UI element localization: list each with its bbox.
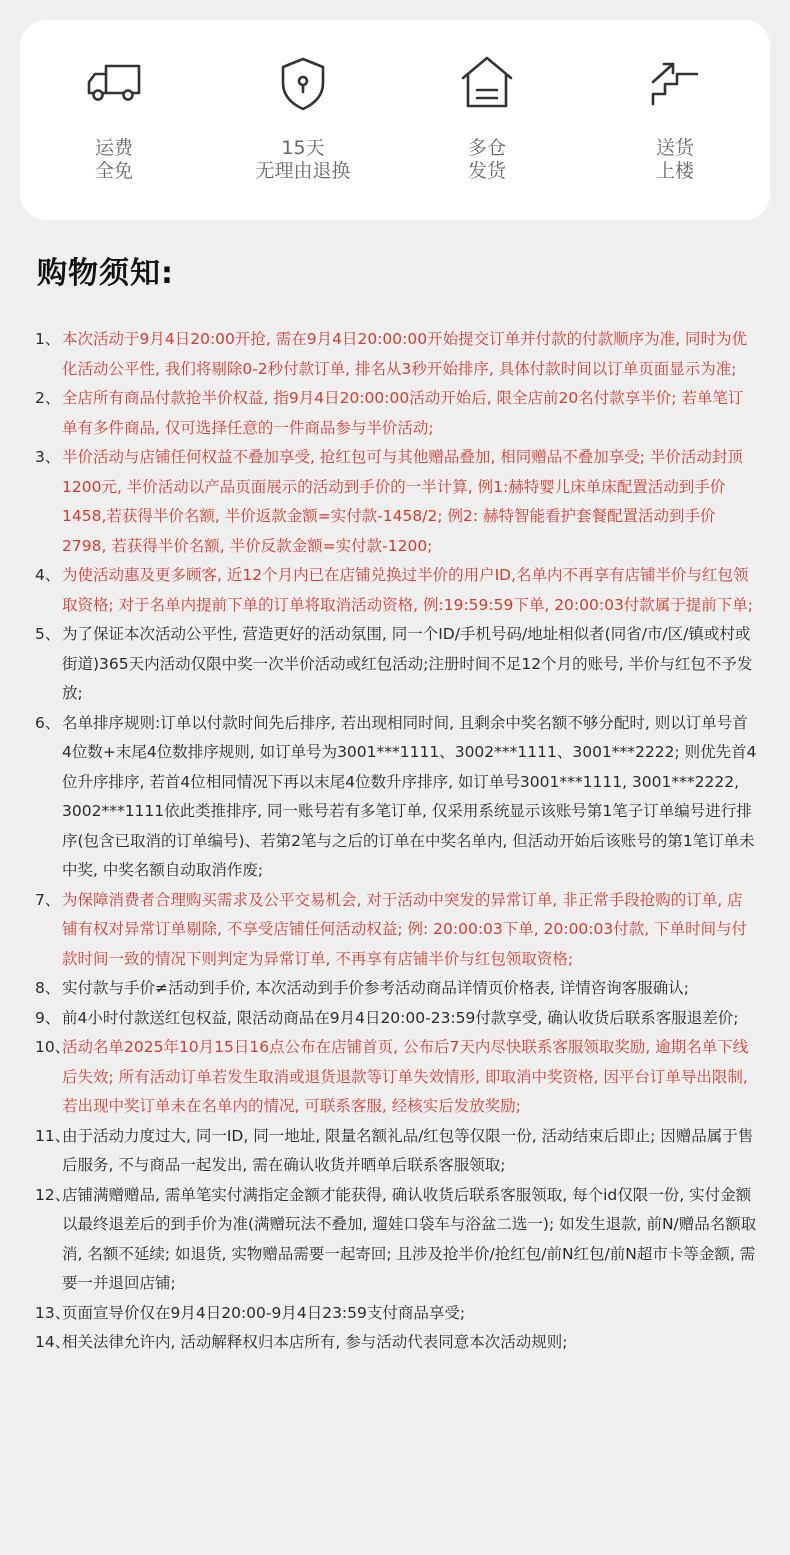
rule-text: 半价活动与店铺任何权益不叠加享受, 抢红包可与其他赠品叠加, 相同赠品不叠加享受; 半价活动封顶1200元, 半价活动以产品页面展示的活动到手价的一半计算, 例1:赫特婴儿床单床配置活动到手价1458,若获得半价名额, 半价返款金额=实付款-1458/2; 例2: 赫特智能看护套餐配置活动到手价2798, 若获得半价名额, 半价反款金额=实付款-1200; (62, 448, 743, 555)
rule-text: 名单排序规则:订单以付款时间先后排序, 若出现相同时间, 且剩余中奖名额不够分配时, 则以订单号首4位数+末尾4位数排序规则, 如订单号为3001***1111、3002***1111、3001***2222; 则优先首4位升序排序, 若首4位相同情况下再以末尾4位数升序排序, 如订单号3001***1111, 3001***2222, 3002***1111依此类推排序, 同一账号若有多笔订单, 仅采用系统显示该账号第1笔子订单编号进行排序(包含已取消的订单编号)、若第2笔与之后的订单在中奖名单内, 但活动开始后该账号的第1笔订单未中奖, 中奖名额自动取消作废; (62, 713, 757, 879)
rule-item (35, 1328, 757, 1358)
rule-item (35, 1004, 757, 1034)
rule-text: 为使活动惠及更多顾客, 近12个月内已在店铺兑换过半价的用户ID,名单内不再享有店铺半价与红包领取资格; 对于名单内提前下单的订单将取消活动资格, 例:19:59:59下单, 20:00:03付款属于提前下单; (62, 566, 754, 614)
rule-text: 全店所有商品付款抢半价权益, 指9月4日20:00:00活动开始后, 限全店前20名付款享半价; 若单笔订单有多件商品, 仅可选择任意的一件商品参与半价活动; (62, 389, 744, 437)
rule-number: 5、 (35, 625, 61, 643)
rule-item (35, 384, 757, 443)
rule-item (35, 974, 757, 1004)
feature-line2: 发货 (467, 160, 506, 182)
feature-line1: 送货 (655, 137, 694, 159)
rule-text: 前4小时付款送红包权益, 限活动商品在9月4日20:00-23:59付款享受, 确认收货后联系客服退差价; (62, 1008, 739, 1027)
rule-text: 店铺满赠赠品, 需单笔实付满指定金额才能获得, 确认收货后联系客服领取, 每个id仅限一份, 实付金额以最终退差后的到手价为准(满赠玩法不叠加, 遛娃口袋车与浴盆二选一); 如发生退款, 前N/赠品名额取消, 名额不延续; 如退货, 实物赠品需要一起寄回; 且涉及抢半价/抢红包/前N红包/前N超市卡等金额, 需要一并退回店铺; (62, 1185, 757, 1292)
rule-number: 4、 (35, 566, 61, 584)
rule-text: 为了保证本次活动公平性, 营造更好的活动氛围, 同一个ID/手机号码/地址相似者(同省/市/区/镇或村或街道)365天内活动仅限中奖一次半价活动或红包活动;注册时间不足12个月的账号, 半价与红包不予发放; (62, 625, 753, 702)
rule-number: 12、 (35, 1185, 71, 1204)
truck-icon (84, 60, 144, 104)
feature-line2: 全免 (94, 160, 133, 182)
rule-number: 10、 (35, 1038, 71, 1056)
rule-number: 1、 (35, 330, 61, 348)
feature-line1: 运费 (94, 137, 133, 159)
rule-text: 由于活动力度过大, 同一ID, 同一地址, 限量名额礼品/红包等仅限一份, 活动结束后即止; 因赠品属于售后服务, 不与商品一起发出, 需在确认收货并晒单后联系客服领取; (62, 1126, 754, 1174)
stairs-arrow-icon (647, 58, 703, 108)
feature-line1: 15天 (281, 137, 325, 159)
rule-text: 相关法律允许内, 活动解释权归本店所有, 参与活动代表同意本次活动规则; (62, 1333, 568, 1351)
rule-item (35, 1299, 757, 1329)
rule-number: 13、 (35, 1303, 71, 1322)
service-features-card (20, 20, 770, 220)
rule-item (35, 443, 757, 561)
rule-number: 7、 (35, 890, 61, 909)
feature-line2: 无理由退换 (255, 160, 351, 182)
rule-text: 页面宣导价仅在9月4日20:00-9月4日23:59支付商品享受; (62, 1303, 466, 1322)
rule-item (35, 1033, 757, 1122)
page-title: 购物须知: (37, 256, 174, 291)
rule-number: 14、 (35, 1333, 71, 1351)
rule-number: 9、 (35, 1008, 61, 1027)
rule-number: 8、 (35, 979, 61, 997)
feature-free-return (228, 60, 378, 183)
feature-line2: 上楼 (655, 160, 694, 182)
rule-item (35, 1122, 757, 1181)
rules-list (35, 325, 757, 1358)
rule-item (35, 325, 757, 384)
rule-item (35, 886, 757, 975)
rule-text: 实付款与手价≠活动到手价, 本次活动到手价参考活动商品详情页价格表, 详情咨询客服确认; (62, 979, 689, 997)
feature-line1: 多仓 (467, 137, 506, 159)
rule-number: 3、 (35, 448, 61, 466)
rule-text: 活动名单2025年10月15日16点公布在店铺首页, 公布后7天内尽快联系客服领取奖励, 逾期名单下线后失效; 所有活动订单若发生取消或退货退款等订单失效情形, 即取消中奖资格, 因平台订单导出限制, 若出现中奖订单未在名单内的情况, 可联系客服, 经核实后发放奖励; (62, 1038, 749, 1115)
warehouse-icon (459, 54, 515, 110)
rule-text: 本次活动于9月4日20:00开抢, 需在9月4日20:00:00开始提交订单并付款的付款顺序为准, 同时为优化活动公平性, 我们将剔除0-2秒付款订单, 排名从3秒开始排序, 具体付款时间以订单页面显示为准; (62, 330, 747, 378)
rule-item (35, 709, 757, 886)
rule-number: 11、 (35, 1126, 71, 1145)
feature-free-shipping (39, 60, 189, 183)
rule-number: 6、 (35, 713, 61, 732)
rule-item (35, 561, 757, 620)
feature-upstairs-delivery (600, 60, 750, 183)
rule-number: 2、 (35, 389, 61, 407)
shield-lock-icon (278, 56, 328, 112)
feature-multi-warehouse (412, 60, 562, 183)
rule-item (35, 1181, 757, 1299)
rule-text: 为保障消费者合理购买需求及公平交易机会, 对于活动中突发的异常订单, 非正常手段抢购的订单, 店铺有权对异常订单剔除, 不享受店铺任何活动权益; 例: 20:00:03下单, 20:00:03付款, 下单时间与付款时间一致的情况下则判定为异常订单, 不再享有店铺半价与红包领取资格; (62, 890, 748, 968)
rule-item (35, 620, 757, 709)
